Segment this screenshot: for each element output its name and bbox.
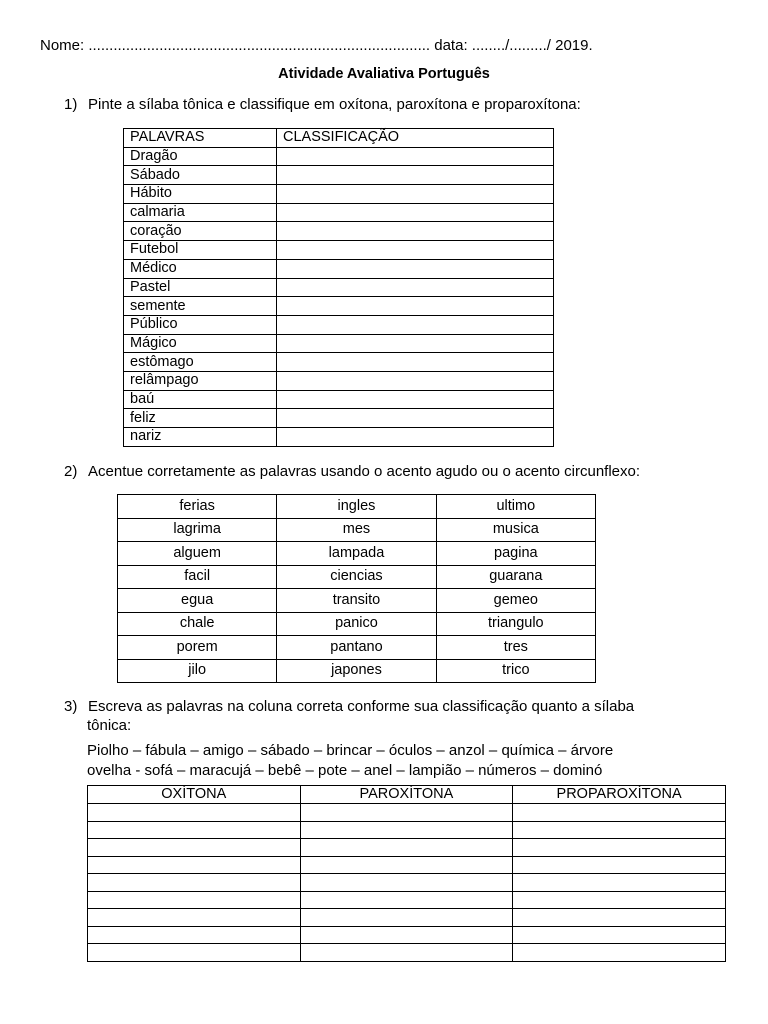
answer-cell[interactable] — [513, 804, 726, 822]
word-cell: relâmpago — [124, 371, 277, 390]
table-header-row — [88, 786, 726, 804]
word-cell: jilo — [118, 659, 277, 683]
answer-cell[interactable] — [88, 891, 301, 909]
word-cell: calmaria — [124, 203, 277, 222]
answer-cell[interactable] — [513, 944, 726, 962]
word-cell: baú — [124, 390, 277, 409]
word-cell: triangulo — [436, 612, 595, 636]
word-list-line2: ovelha - sofá – maracujá – bebê – pote – anel – lampião – números – dominó — [87, 762, 603, 779]
answer-cell[interactable] — [88, 926, 301, 944]
word-cell: feliz — [124, 409, 277, 428]
word-cell: facil — [118, 565, 277, 589]
table-row — [124, 334, 554, 353]
word-cell: alguem — [118, 542, 277, 566]
question-3 — [64, 698, 634, 715]
classification-answer-cell[interactable] — [277, 297, 554, 316]
table-row — [118, 636, 596, 660]
classification-table — [123, 128, 554, 447]
word-cell: semente — [124, 297, 277, 316]
table-row — [88, 944, 726, 962]
word-cell: nariz — [124, 428, 277, 447]
sort-table — [87, 785, 726, 962]
header-proparoxitona: PROPAROXÍTONA — [513, 786, 726, 804]
header-classificacao: CLASSIFICAÇÃO — [277, 129, 554, 148]
word-cell: Futebol — [124, 241, 277, 260]
classification-answer-cell[interactable] — [277, 203, 554, 222]
table-row — [88, 839, 726, 857]
table-row — [124, 222, 554, 241]
question-1-text: Pinte a sílaba tônica e classifique em oxítona, paroxítona e proparoxítona: — [88, 96, 581, 113]
classification-answer-cell[interactable] — [277, 147, 554, 166]
accent-table — [117, 494, 596, 683]
word-cell: Hábito — [124, 185, 277, 204]
table-row — [88, 891, 726, 909]
word-cell: Pastel — [124, 278, 277, 297]
word-cell: Sábado — [124, 166, 277, 185]
word-cell: Público — [124, 315, 277, 334]
answer-cell[interactable] — [300, 944, 513, 962]
table-row — [124, 371, 554, 390]
classification-answer-cell[interactable] — [277, 390, 554, 409]
answer-cell[interactable] — [300, 821, 513, 839]
table-row — [124, 315, 554, 334]
table-row — [88, 926, 726, 944]
table-row — [124, 147, 554, 166]
classification-answer-cell[interactable] — [277, 278, 554, 297]
question-3-number: 3) — [64, 698, 78, 715]
table-row — [88, 856, 726, 874]
word-cell: musica — [436, 518, 595, 542]
word-cell: lampada — [277, 542, 436, 566]
word-cell: coração — [124, 222, 277, 241]
answer-cell[interactable] — [88, 839, 301, 857]
answer-cell[interactable] — [513, 874, 726, 892]
word-cell: Dragão — [124, 147, 277, 166]
question-2-text: Acentue corretamente as palavras usando o acento agudo ou o acento circunflexo: — [88, 463, 641, 480]
word-cell: mes — [277, 518, 436, 542]
word-list-line1: Piolho – fábula – amigo – sábado – brincar – óculos – anzol – química – árvore — [87, 742, 614, 759]
header-palavras: PALAVRAS — [124, 129, 277, 148]
name-date-line: Nome: .................................................................................. data: ......../........./ 2019. — [40, 37, 593, 54]
answer-cell[interactable] — [300, 839, 513, 857]
table-row — [124, 241, 554, 260]
classification-answer-cell[interactable] — [277, 222, 554, 241]
word-cell: gemeo — [436, 589, 595, 613]
table-row — [118, 589, 596, 613]
answer-cell[interactable] — [513, 891, 726, 909]
answer-cell[interactable] — [300, 804, 513, 822]
word-cell: Mágico — [124, 334, 277, 353]
classification-answer-cell[interactable] — [277, 428, 554, 447]
answer-cell[interactable] — [513, 856, 726, 874]
question-1-number: 1) — [64, 96, 78, 113]
table-header-row — [124, 129, 554, 148]
page-title: Atividade Avaliativa Português — [278, 66, 490, 82]
answer-cell[interactable] — [300, 874, 513, 892]
word-cell: Médico — [124, 259, 277, 278]
table-row — [124, 278, 554, 297]
table-row — [88, 821, 726, 839]
word-cell: pagina — [436, 542, 595, 566]
answer-cell[interactable] — [513, 821, 726, 839]
table-row — [118, 659, 596, 683]
answer-cell[interactable] — [300, 909, 513, 927]
table-row — [124, 166, 554, 185]
word-cell: pantano — [277, 636, 436, 660]
answer-cell[interactable] — [88, 944, 301, 962]
word-cell: chale — [118, 612, 277, 636]
answer-cell[interactable] — [300, 856, 513, 874]
word-cell: estômago — [124, 353, 277, 372]
table-row — [118, 518, 596, 542]
word-cell: tres — [436, 636, 595, 660]
table-row — [124, 297, 554, 316]
question-2-number: 2) — [64, 463, 78, 480]
table-row — [118, 542, 596, 566]
answer-cell[interactable] — [88, 909, 301, 927]
answer-cell[interactable] — [300, 926, 513, 944]
question-2 — [64, 463, 640, 480]
word-cell: trico — [436, 659, 595, 683]
word-cell: egua — [118, 589, 277, 613]
table-row — [124, 259, 554, 278]
word-cell: japones — [277, 659, 436, 683]
answer-cell[interactable] — [513, 909, 726, 927]
classification-answer-cell[interactable] — [277, 371, 554, 390]
answer-cell[interactable] — [513, 839, 726, 857]
classification-answer-cell[interactable] — [277, 166, 554, 185]
table-row — [124, 203, 554, 222]
header-paroxitona: PAROXÍTONA — [300, 786, 513, 804]
word-cell: panico — [277, 612, 436, 636]
answer-cell[interactable] — [300, 891, 513, 909]
table-row — [124, 353, 554, 372]
header-oxitona: OXÍTONA — [88, 786, 301, 804]
classification-answer-cell[interactable] — [277, 259, 554, 278]
question-3-text-line1: Escreva as palavras na coluna correta conforme sua classificação quanto a sílaba — [88, 698, 635, 715]
table-row — [124, 409, 554, 428]
word-cell: guarana — [436, 565, 595, 589]
table-row — [124, 428, 554, 447]
table-row — [118, 612, 596, 636]
answer-cell[interactable] — [88, 821, 301, 839]
word-cell: ferias — [118, 495, 277, 519]
table-row — [88, 909, 726, 927]
answer-cell[interactable] — [88, 874, 301, 892]
word-cell: porem — [118, 636, 277, 660]
answer-cell[interactable] — [513, 926, 726, 944]
table-row — [88, 804, 726, 822]
word-cell: ciencias — [277, 565, 436, 589]
word-cell: ingles — [277, 495, 436, 519]
word-cell: lagrima — [118, 518, 277, 542]
question-3-text-line2: tônica: — [87, 717, 132, 734]
classification-answer-cell[interactable] — [277, 353, 554, 372]
table-row — [124, 185, 554, 204]
classification-answer-cell[interactable] — [277, 185, 554, 204]
classification-answer-cell[interactable] — [277, 409, 554, 428]
table-row — [118, 495, 596, 519]
classification-answer-cell[interactable] — [277, 334, 554, 353]
answer-cell[interactable] — [88, 856, 301, 874]
word-cell: ultimo — [436, 495, 595, 519]
classification-answer-cell[interactable] — [277, 241, 554, 260]
classification-answer-cell[interactable] — [277, 315, 554, 334]
table-row — [118, 565, 596, 589]
question-1 — [64, 96, 581, 113]
table-row — [124, 390, 554, 409]
answer-cell[interactable] — [88, 804, 301, 822]
word-cell: transito — [277, 589, 436, 613]
table-row — [88, 874, 726, 892]
